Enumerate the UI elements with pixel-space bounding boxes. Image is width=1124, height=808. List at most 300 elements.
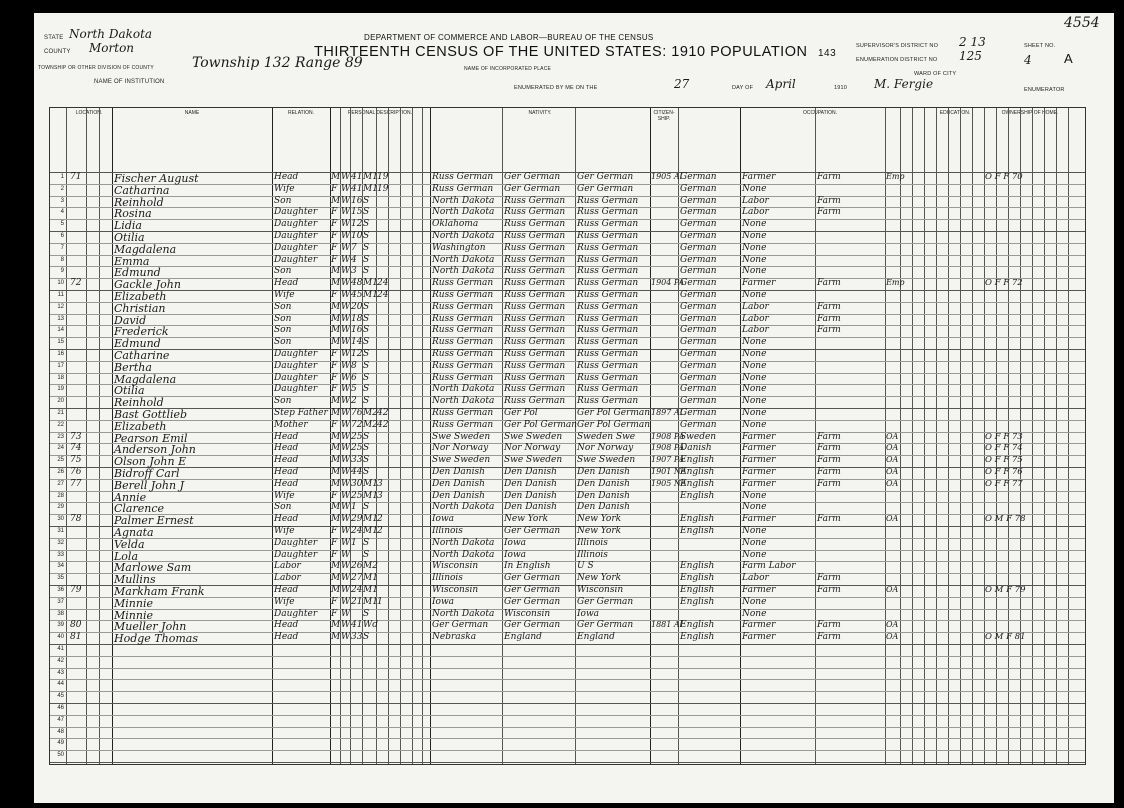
occupation: Farmer	[742, 467, 776, 477]
race: W	[341, 467, 351, 477]
mother-birthplace: New York	[577, 514, 622, 525]
marital-status: S	[363, 301, 370, 312]
industry: Farm	[817, 573, 841, 584]
occupation: None	[742, 396, 767, 407]
marital-status: M1	[363, 514, 378, 525]
age: 16	[351, 325, 363, 336]
race: W	[341, 290, 351, 300]
county-value: Morton	[89, 41, 135, 55]
age: 45	[351, 290, 363, 300]
relation: Daughter	[274, 384, 318, 395]
column-divider	[86, 108, 87, 764]
race: W	[341, 207, 351, 218]
language: English	[680, 585, 715, 595]
marital-status: S	[363, 219, 370, 230]
birthplace: North Dakota	[432, 231, 495, 241]
mother-birthplace: Russ German	[577, 301, 639, 312]
marital-status: S	[363, 372, 370, 383]
relation: Wife	[274, 596, 295, 607]
occupation: None	[742, 502, 767, 513]
birthplace: North Dakota	[432, 396, 495, 407]
sex: M	[331, 561, 341, 572]
relation: Head	[274, 455, 299, 466]
industry: Farm	[817, 478, 841, 489]
birthplace: Russ German	[432, 172, 494, 182]
relation: Head	[274, 431, 299, 442]
person-name: Olson John E	[114, 455, 187, 469]
row-number: 27	[57, 480, 64, 487]
marital-status: S	[363, 549, 370, 560]
language: German	[680, 372, 717, 383]
employment-class: OA	[886, 455, 899, 465]
row-divider	[50, 597, 1085, 598]
age: 21	[351, 596, 363, 607]
row-number: 17	[57, 362, 64, 369]
birthplace: Russ German	[432, 372, 494, 383]
mother-birthplace: Russ German	[577, 360, 639, 371]
industry: Farm	[817, 431, 841, 442]
row-number: 49	[57, 740, 64, 747]
race: W	[341, 608, 351, 619]
age: 41	[351, 620, 363, 631]
ownership: O F F 76	[985, 467, 1023, 477]
immigration-year: 1908 PA	[651, 431, 685, 441]
column-divider	[1068, 108, 1069, 764]
years-married: 42	[377, 408, 389, 418]
column-divider	[66, 108, 67, 764]
sex: M	[331, 325, 341, 336]
mother-birthplace: Sweden Swe	[577, 431, 636, 442]
row-number: 43	[57, 669, 64, 676]
birthplace: Wisconsin	[432, 585, 479, 595]
language: German	[680, 207, 717, 218]
census-title	[314, 44, 836, 60]
relation: Head	[274, 478, 299, 489]
year-suffix: 1910	[834, 85, 848, 91]
row-number: 2	[60, 185, 64, 192]
language: German	[680, 231, 717, 241]
language: German	[680, 183, 717, 194]
row-number: 39	[57, 622, 64, 629]
mother-birthplace: Russ German	[577, 242, 639, 253]
immigration-year: 1905 NA	[651, 478, 687, 488]
person-name: Annie	[114, 490, 147, 504]
mother-birthplace: Russ German	[577, 290, 639, 300]
occupation: None	[742, 596, 767, 607]
father-birthplace: Den Danish	[504, 467, 557, 477]
occupation: Farmer	[742, 455, 776, 466]
language: English	[680, 455, 715, 466]
race: W	[341, 514, 351, 525]
birthplace: Oklahoma	[432, 219, 479, 230]
occupation: Farmer	[742, 620, 776, 631]
marital-status: S	[363, 266, 370, 277]
birthplace: North Dakota	[432, 549, 495, 560]
census-sheet	[34, 13, 1114, 803]
age: 24	[351, 585, 363, 595]
row-number: 25	[57, 457, 64, 464]
age: 6	[351, 372, 357, 383]
race: W	[341, 632, 351, 643]
relation: Son	[274, 502, 292, 513]
dwelling-number: 80	[70, 620, 82, 631]
marital-status: M1	[363, 172, 378, 182]
marital-status: S	[363, 502, 370, 513]
employment-class: Emp	[886, 172, 905, 181]
industry: Farm	[817, 301, 841, 312]
row-divider	[50, 266, 1085, 267]
column-divider	[960, 108, 961, 764]
age: 5	[351, 384, 357, 395]
sex: M	[331, 632, 341, 643]
column-divider	[972, 108, 973, 764]
age: 25	[351, 431, 363, 442]
sex: M	[331, 195, 341, 206]
marital-status: M1	[363, 585, 378, 595]
column-divider	[272, 108, 273, 764]
row-number: 20	[57, 398, 64, 405]
column-divider	[376, 108, 377, 764]
age: 12	[351, 349, 363, 359]
row-divider	[50, 455, 1085, 456]
language: German	[680, 195, 717, 206]
marital-status: S	[363, 360, 370, 371]
father-birthplace: Den Danish	[504, 490, 557, 501]
language: English	[680, 478, 715, 489]
dwelling-number: 72	[70, 278, 82, 289]
birthplace: North Dakota	[432, 502, 495, 513]
marital-status: M2	[363, 408, 378, 418]
marital-status: S	[363, 384, 370, 395]
section-location: LOCATION.	[75, 110, 103, 116]
column-divider	[422, 108, 423, 764]
marital-status: M1	[363, 596, 378, 607]
father-birthplace: Russ German	[504, 313, 566, 324]
person-name: Marlowe Sam	[114, 561, 192, 575]
person-name: Palmer Ernest	[114, 514, 194, 528]
row-number: 50	[57, 752, 64, 759]
industry: Farm	[817, 632, 841, 643]
mother-birthplace: Ger German	[577, 596, 634, 607]
race: W	[341, 337, 351, 348]
person-name: Bidroff Carl	[114, 467, 180, 480]
race: W	[341, 408, 351, 418]
relation: Daughter	[274, 372, 318, 383]
race: W	[341, 325, 351, 336]
person-name: David	[114, 313, 147, 327]
mother-birthplace: Russ German	[577, 396, 639, 407]
dwelling-number: 73	[70, 431, 82, 442]
row-divider	[50, 502, 1085, 503]
language: Danish	[680, 443, 712, 454]
birthplace: North Dakota	[432, 537, 495, 548]
immigration-year: 1907 PA	[651, 455, 685, 465]
row-number: 10	[57, 280, 64, 287]
age: 3	[351, 266, 357, 277]
person-name: Rosina	[114, 207, 152, 221]
row-number: 14	[57, 327, 64, 334]
row-divider	[50, 243, 1085, 244]
father-birthplace: Russ German	[504, 360, 566, 371]
ownership: O M F 81	[985, 632, 1026, 643]
employment-class: OA	[886, 467, 899, 476]
age: 30	[351, 478, 363, 489]
section-ownership: OWNERSHIP OF HOME.	[1001, 110, 1059, 116]
age: 44	[351, 467, 363, 477]
relation: Labor	[274, 561, 301, 572]
row-divider	[50, 561, 1085, 562]
department-title: DEPARTMENT OF COMMERCE AND LABOR—BUREAU OF THE CENSUS	[364, 33, 654, 42]
person-name: Bast Gottlieb	[114, 408, 188, 421]
row-divider	[50, 479, 1085, 480]
immigration-year: 1904 PA	[651, 278, 685, 288]
sheet-value: 4	[1024, 53, 1032, 67]
industry: Farm	[817, 207, 841, 218]
occupation: Farmer	[742, 478, 776, 489]
column-divider	[112, 108, 113, 764]
column-divider	[400, 108, 401, 764]
race: W	[341, 231, 351, 241]
father-birthplace: Russ German	[504, 396, 566, 407]
occupation: None	[742, 384, 767, 395]
ownership: O F F 77	[985, 478, 1023, 489]
person-name: Fischer August	[114, 172, 199, 185]
industry: Farm	[817, 313, 841, 324]
occupation: Farmer	[742, 431, 776, 442]
relation: Daughter	[274, 608, 318, 619]
language: English	[680, 573, 715, 584]
father-birthplace: Iowa	[504, 549, 527, 560]
person-name: Bertha	[114, 360, 152, 374]
dwelling-number: 75	[70, 455, 82, 466]
occupation: Labor	[742, 301, 769, 312]
birthplace: Illinois	[432, 573, 463, 584]
row-divider	[50, 514, 1085, 515]
relation: Son	[274, 301, 292, 312]
relation: Head	[274, 443, 299, 454]
father-birthplace: Swe Sweden	[504, 431, 563, 442]
relation: Daughter	[274, 360, 318, 371]
mother-birthplace: Ger Pol German	[577, 408, 651, 418]
age: 25	[351, 443, 363, 454]
father-birthplace: Ger German	[504, 585, 561, 595]
marital-status: S	[363, 337, 370, 348]
row-number: 41	[57, 646, 64, 652]
row-number: 34	[57, 563, 64, 570]
employment-class: OA	[886, 585, 899, 594]
father-birthplace: Russ German	[504, 337, 566, 348]
sex: F	[331, 349, 338, 359]
enumerated-day: 27	[674, 77, 690, 91]
sex: M	[331, 408, 341, 418]
marital-status: S	[363, 313, 370, 324]
row-divider	[50, 337, 1085, 338]
sex: M	[331, 172, 341, 182]
marital-status: M1	[363, 278, 378, 289]
birthplace: North Dakota	[432, 608, 495, 619]
person-name: Minnie	[114, 608, 153, 622]
ownership: O F F 70	[985, 172, 1023, 182]
birthplace: Swe Sweden	[432, 455, 491, 466]
race: W	[341, 419, 351, 430]
sex: F	[331, 207, 338, 218]
person-name: Lola	[114, 549, 139, 563]
row-divider	[50, 738, 1085, 739]
sex: M	[331, 266, 341, 277]
person-name: Edmund	[114, 266, 161, 280]
language: German	[680, 278, 717, 289]
row-number: 1	[60, 174, 64, 180]
section-education: EDUCATION.	[939, 110, 971, 116]
father-birthplace: Ger German	[504, 573, 561, 584]
row-divider	[50, 679, 1085, 680]
column-divider	[575, 108, 576, 764]
occupation: None	[742, 290, 767, 300]
person-name: Anderson John	[114, 443, 196, 457]
sex: F	[331, 231, 338, 241]
occupation: None	[742, 360, 767, 371]
immigration-year: 1901 NA	[651, 467, 687, 476]
language: English	[680, 596, 715, 607]
occupation: None	[742, 549, 767, 560]
sex: M	[331, 313, 341, 324]
language: German	[680, 360, 717, 371]
row-number: 45	[57, 693, 64, 700]
age: 14	[351, 337, 363, 348]
occupation: None	[742, 242, 767, 253]
industry: Farm	[817, 195, 841, 206]
race: W	[341, 349, 351, 359]
row-number: 35	[57, 575, 64, 582]
employment-class: OA	[886, 620, 899, 630]
incorporated-place-label: NAME OF INCORPORATED PLACE	[464, 66, 552, 72]
person-name: Frederick	[114, 325, 169, 339]
birthplace: North Dakota	[432, 384, 495, 395]
mother-birthplace: Russ German	[577, 349, 639, 359]
birthplace: North Dakota	[432, 266, 495, 277]
occupation: Farm Labor	[742, 561, 796, 572]
sex: F	[331, 537, 338, 548]
language: German	[680, 396, 717, 407]
row-number: 32	[57, 539, 64, 546]
enumerator-name: M. Fergie	[874, 77, 934, 91]
birthplace: North Dakota	[432, 207, 495, 218]
row-number: 30	[57, 516, 64, 523]
section-nativity: NATIVITY.	[528, 110, 552, 116]
race: W	[341, 219, 351, 230]
row-divider	[50, 373, 1085, 374]
column-divider	[900, 108, 901, 764]
race: W	[341, 396, 351, 407]
relation: Wife	[274, 490, 295, 501]
mother-birthplace: Nor Norway	[577, 443, 634, 454]
row-divider	[50, 538, 1085, 539]
occupation: None	[742, 231, 767, 241]
father-birthplace: Ger Pol German	[504, 419, 578, 430]
mother-birthplace: Russ German	[577, 254, 639, 265]
race: W	[341, 573, 351, 584]
industry: Farm	[817, 514, 841, 525]
language: English	[680, 620, 715, 631]
dwelling-number: 71	[70, 172, 82, 182]
sex: F	[331, 254, 338, 265]
column-divider	[388, 108, 389, 764]
father-birthplace: Russ German	[504, 349, 566, 359]
row-divider	[50, 550, 1085, 551]
sex: F	[331, 596, 338, 607]
employment-class: OA	[886, 632, 899, 642]
person-name: Magdalena	[114, 372, 177, 386]
row-number: 47	[57, 716, 64, 723]
relation: Son	[274, 396, 292, 407]
row-divider	[50, 361, 1085, 362]
father-birthplace: Ger German	[504, 526, 561, 536]
row-number: 9	[60, 268, 64, 275]
father-birthplace: Iowa	[504, 537, 527, 548]
occupation: Farmer	[742, 585, 776, 595]
sex: M	[331, 514, 341, 525]
marital-status: M1	[363, 183, 378, 194]
father-birthplace: Russ German	[504, 266, 566, 277]
language: German	[680, 242, 717, 253]
immigration-year: 1897 AL	[651, 408, 685, 417]
row-number: 23	[57, 433, 64, 440]
stamp-number: 4554	[1064, 15, 1100, 31]
marital-status: S	[363, 537, 370, 548]
ownership: O F F 74	[985, 443, 1023, 454]
column-divider	[815, 108, 816, 764]
state-value: North Dakota	[69, 27, 153, 41]
township-label: TOWNSHIP OR OTHER DIVISION OF COUNTY	[38, 65, 154, 71]
employment-class: OA	[886, 443, 899, 453]
row-number: 4	[60, 209, 64, 216]
age: 7	[351, 242, 357, 253]
person-name: Reinhold	[114, 195, 164, 209]
birthplace: Den Danish	[432, 478, 485, 489]
enumeration-district-label: ENUMERATION DISTRICT NO	[856, 57, 938, 63]
occupation: None	[742, 608, 767, 619]
birthplace: Washington	[432, 242, 486, 253]
marital-status: M1	[363, 526, 378, 536]
relation: Son	[274, 313, 292, 324]
marital-status: S	[363, 396, 370, 407]
marital-status: S	[363, 254, 370, 265]
father-birthplace: Ger German	[504, 620, 561, 631]
enumerated-month: April	[766, 77, 796, 91]
relation: Step Father	[274, 408, 328, 418]
mother-birthplace: Russ German	[577, 372, 639, 383]
row-number: 36	[57, 587, 64, 593]
column-divider	[936, 108, 937, 764]
race: W	[341, 360, 351, 371]
language: German	[680, 313, 717, 324]
occupation: Labor	[742, 313, 769, 324]
language: German	[680, 219, 717, 230]
relation: Daughter	[274, 254, 318, 265]
father-birthplace: Russ German	[504, 325, 566, 336]
mother-birthplace: Den Danish	[577, 467, 630, 477]
row-number: 24	[57, 445, 64, 452]
row-divider	[50, 196, 1085, 197]
row-divider	[50, 314, 1085, 315]
section-name: NAME	[184, 110, 200, 116]
relation: Wife	[274, 183, 295, 194]
enumerated-label: ENUMERATED BY ME ON THE	[514, 85, 598, 91]
institution-label: NAME OF INSTITUTION	[94, 79, 165, 85]
person-name: Catharina	[114, 183, 170, 197]
row-divider	[50, 703, 1085, 704]
father-birthplace: Russ German	[504, 207, 566, 218]
